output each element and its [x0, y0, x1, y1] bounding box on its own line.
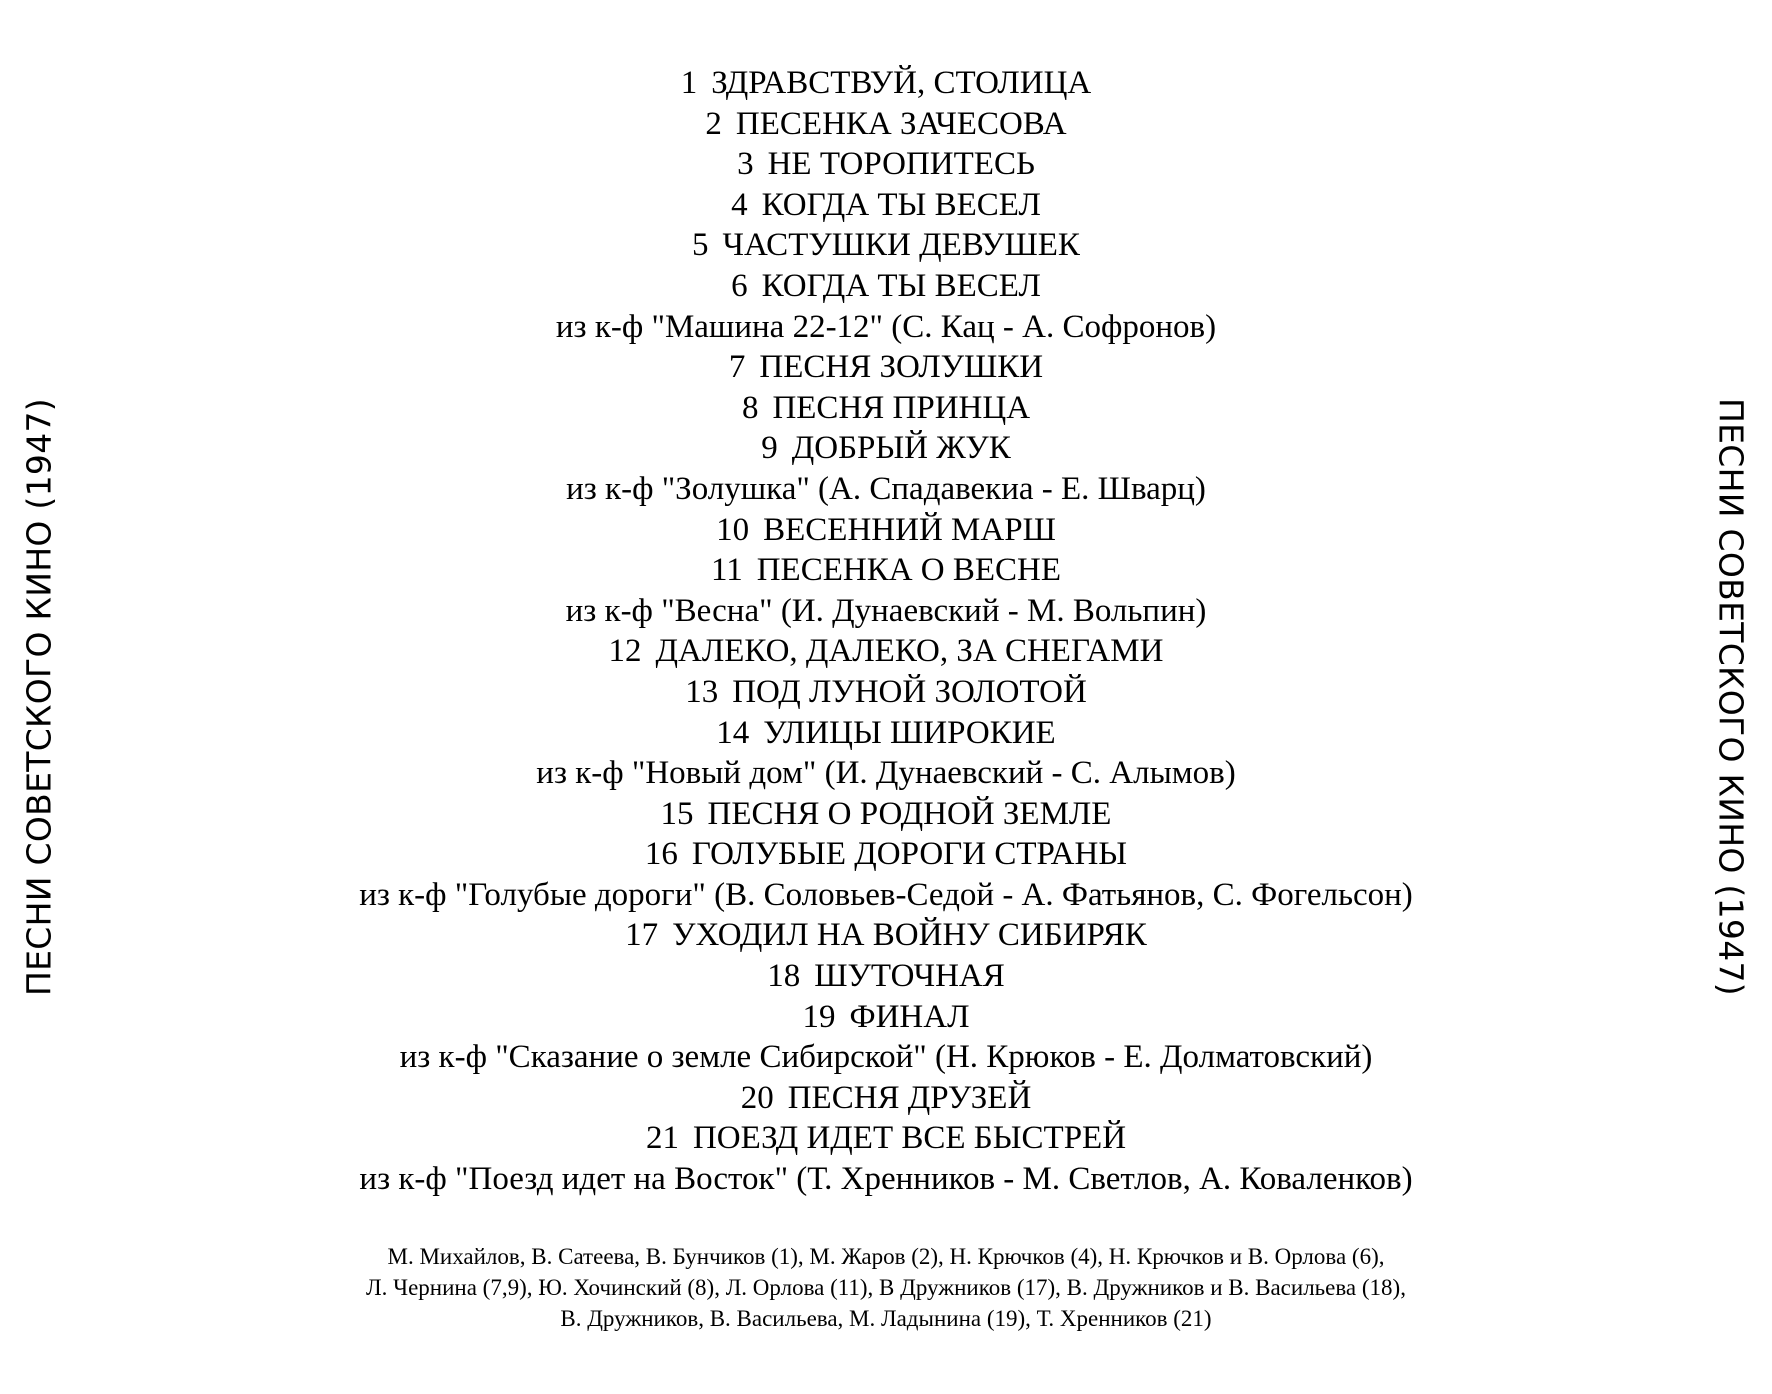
track-row	[0, 347, 1772, 388]
track-number: 14	[716, 714, 750, 751]
track-number: 2	[705, 105, 722, 142]
spine-title-right: ПЕСНИ СОВЕТСКОГО КИНО (1947)	[1711, 398, 1751, 996]
track-row	[0, 104, 1772, 145]
track-row	[0, 672, 1772, 713]
tracklist	[0, 63, 1772, 1200]
track-row	[0, 915, 1772, 956]
track-title: ЧАСТУШКИ ДЕВУШЕК	[722, 227, 1080, 264]
track-row	[0, 185, 1772, 226]
track-number: 3	[737, 146, 754, 183]
track-row	[0, 834, 1772, 875]
track-title: ЗДРАВСТВУЙ, СТОЛИЦА	[711, 65, 1092, 101]
performers-line: М. Михайлов, В. Сатеева, В. Бунчиков (1), М. Жаров (2), Н. Крючков (4), Н. Крючков и В. Орлова (6),	[387, 1244, 1385, 1269]
track-title: ПЕСЕНКА ЗАЧЕСОВА	[735, 105, 1067, 142]
track-title: НЕ ТОРОПИТЕСЬ	[767, 146, 1035, 183]
track-row	[0, 428, 1772, 469]
track-row	[0, 713, 1772, 754]
track-number: 12	[608, 633, 642, 670]
track-row	[0, 1118, 1772, 1159]
track-row	[0, 510, 1772, 551]
track-row	[0, 631, 1772, 672]
track-title: ПЕСНЯ О РОДНОЙ ЗЕМЛЕ	[707, 795, 1112, 832]
track-number: 13	[685, 673, 719, 710]
track-number: 17	[625, 917, 659, 954]
track-number: 8	[741, 389, 759, 426]
track-title: ШУТОЧНАЯ	[814, 958, 1005, 995]
track-title: КОГДА ТЫ ВЕСЕЛ	[761, 186, 1041, 223]
track-row	[0, 997, 1772, 1038]
track-title: УХОДИЛ НА ВОЙНУ СИБИРЯК	[672, 917, 1147, 954]
track-title: ПЕСНЯ ДРУЗЕЙ	[787, 1079, 1032, 1116]
performers-line: Л. Чернина (7,9), Ю. Хочинский (8), Л. Орлова (11), В Дружников (17), В. Дружников и В. Васильева (18),	[366, 1275, 1406, 1300]
film-source: из к-ф "Поезд идет на Восток" (Т. Хренников - М. Светлов, А. Коваленков)	[359, 1161, 1413, 1198]
track-row	[0, 794, 1772, 835]
track-row	[0, 956, 1772, 997]
track-number: 18	[767, 958, 801, 995]
film-source: из к-ф "Сказание о земле Сибирской" (Н. Крюков - Е. Долматовский)	[399, 1039, 1373, 1076]
track-title: ПЕСНЯ ПРИНЦА	[772, 389, 1031, 426]
track-number: 15	[660, 795, 694, 832]
track-title: ДОБРЫЙ ЖУК	[791, 430, 1011, 467]
track-title: КОГДА ТЫ ВЕСЕЛ	[761, 267, 1041, 304]
track-number: 7	[728, 349, 746, 386]
track-number: 19	[802, 998, 836, 1035]
track-row	[0, 63, 1772, 104]
track-number: 9	[761, 430, 778, 467]
track-title: ПЕСЕНКА О ВЕСНЕ	[756, 552, 1062, 589]
track-title: ГОЛУБЫЕ ДОРОГИ СТРАНЫ	[691, 836, 1128, 873]
track-number: 20	[740, 1079, 774, 1116]
spine-title-left: ПЕСНИ СОВЕТСКОГО КИНО (1947)	[19, 398, 59, 996]
track-number: 16	[644, 836, 678, 873]
track-number: 4	[731, 186, 748, 223]
performers-line: В. Дружников, В. Васильева, М. Ладынина (19), Т. Хренников (21)	[560, 1306, 1212, 1331]
film-source: из к-ф "Золушка" (А. Спадавекиа - Е. Шварц)	[566, 470, 1206, 507]
track-title: ПОЕЗД ИДЕТ ВСЕ БЫСТРЕЙ	[692, 1120, 1127, 1157]
film-source: из к-ф "Голубые дороги" (В. Соловьев-Седой - А. Фатьянов, С. Фогельсон)	[359, 876, 1413, 913]
track-number: 5	[692, 227, 709, 264]
film-source: из к-ф "Машина 22-12" (С. Кац - А. Софронов)	[555, 308, 1217, 345]
track-row	[0, 144, 1772, 185]
performers-credits	[0, 1241, 1772, 1334]
track-row	[0, 550, 1772, 591]
track-number: 6	[731, 267, 748, 304]
track-row	[0, 225, 1772, 266]
track-title: ДАЛЕКО, ДАЛЕКО, ЗА СНЕГАМИ	[655, 633, 1164, 670]
track-title: ФИНАЛ	[849, 998, 970, 1035]
track-title: ВЕСЕННИЙ МАРШ	[763, 511, 1056, 548]
track-row	[0, 266, 1772, 307]
film-source: из к-ф "Новый дом" (И. Дунаевский - С. Алымов)	[536, 755, 1236, 792]
track-number: 1	[680, 65, 698, 101]
track-number: 11	[710, 552, 743, 589]
track-row	[0, 388, 1772, 429]
track-title: УЛИЦЫ ШИРОКИЕ	[763, 714, 1056, 751]
track-title: ПЕСНЯ ЗОЛУШКИ	[759, 349, 1044, 386]
film-source: из к-ф "Весна" (И. Дунаевский - М. Вольпин)	[565, 592, 1207, 629]
track-number: 21	[645, 1120, 679, 1157]
track-title: ПОД ЛУНОЙ ЗОЛОТОЙ	[732, 673, 1087, 710]
track-row	[0, 1078, 1772, 1119]
track-number: 10	[716, 511, 750, 548]
